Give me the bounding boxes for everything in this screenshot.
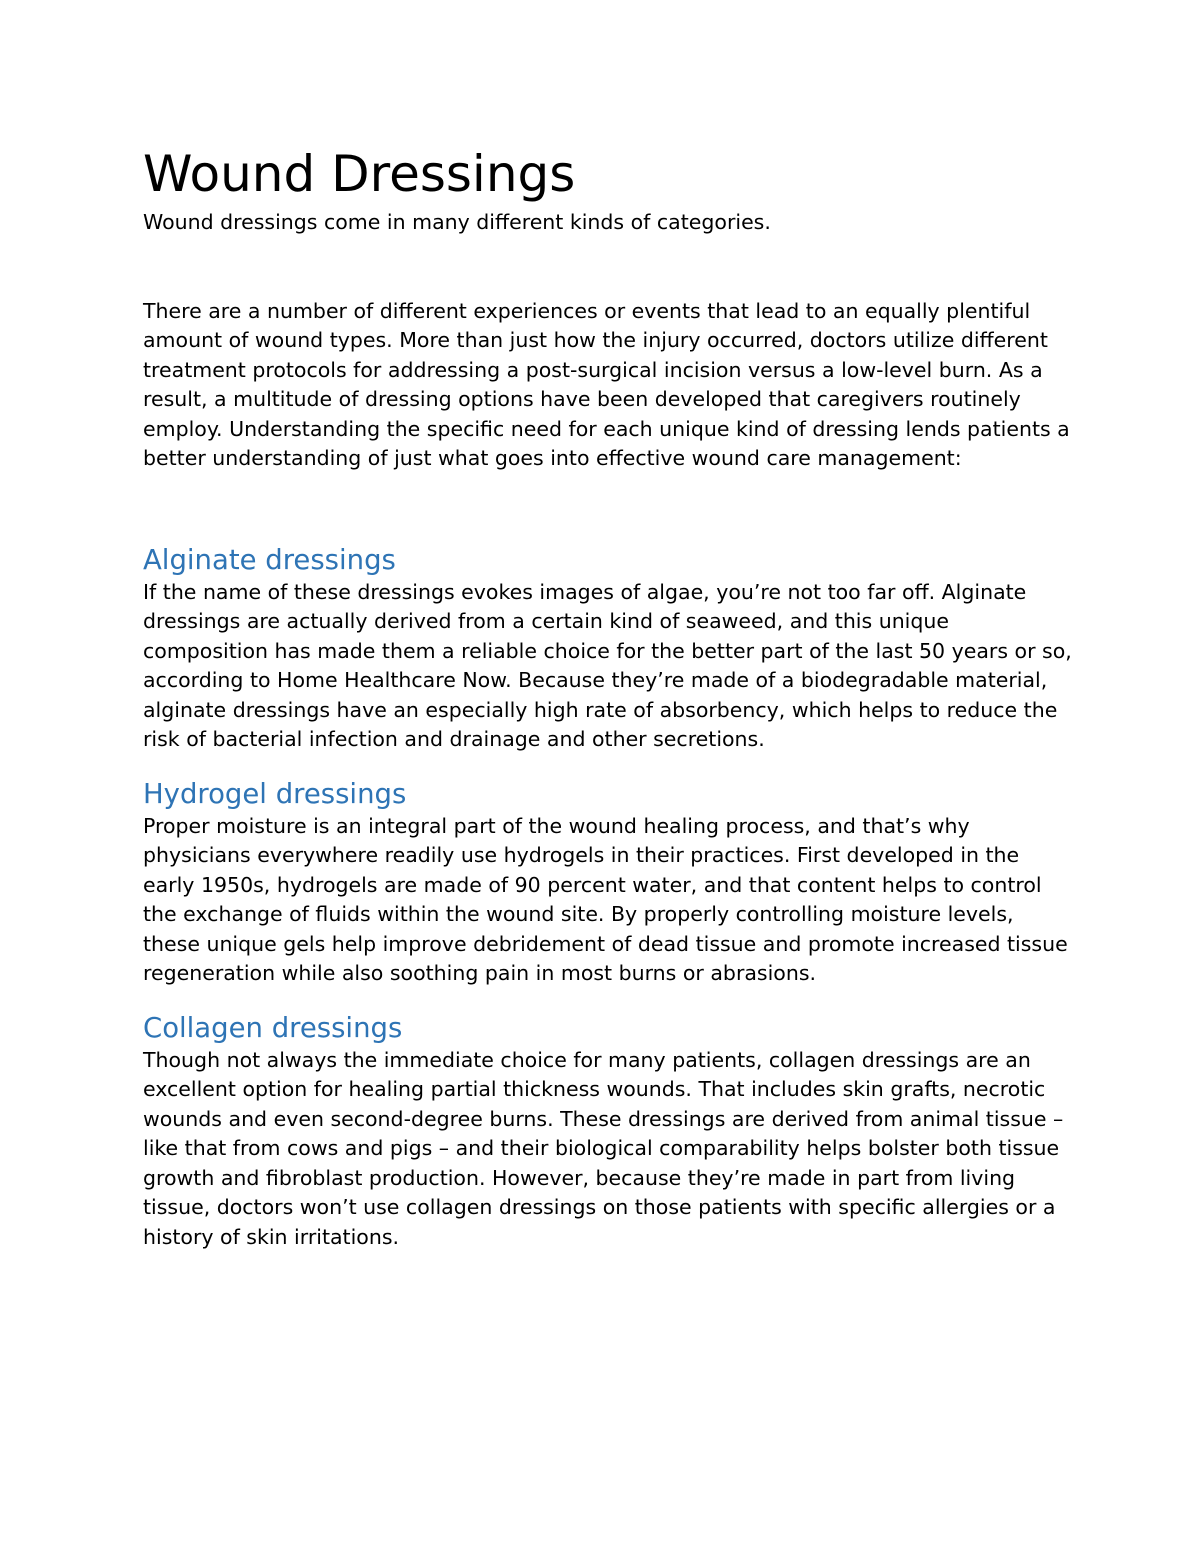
section-hydrogel <box>143 776 1073 989</box>
section-heading-hydrogel: Hydrogel dressings <box>143 777 407 810</box>
section-alginate <box>143 542 1073 755</box>
section-heading-alginate: Alginate dressings <box>143 543 396 576</box>
section-heading-collagen: Collagen dressings <box>143 1011 403 1044</box>
document-page <box>143 140 1073 1252</box>
document-title: Wound Dressings <box>143 145 576 203</box>
section-collagen <box>143 1010 1073 1253</box>
section-body-alginate: If the name of these dressings evokes images of algae, you’re not too far off. Alginate dressings are actually derived from a certain kind of seaweed, and this unique composition has made them a reliable choice for the better part of the last 50 years or so, according to Home Healthcare Now. Because they’re made of a biodegradable material, alginate dressings have an especially high rate of absorbency, which helps to reduce the risk of bacterial infection and drainage and other secretions. <box>143 579 1072 751</box>
section-body-collagen: Though not always the immediate choice for many patients, collagen dressings are an excellent option for healing partial thickness wounds. That includes skin grafts, necrotic wounds and even second-degree burns. These dressings are derived from animal tissue – like that from cows and pigs – and their biological comparability helps bolster both tissue growth and fibroblast production. However, because they’re made in part from living tissue, doctors won’t use collagen dressings on those patients with specific allergies or a history of skin irritations. <box>143 1047 1064 1249</box>
intro-paragraph: There are a number of different experiences or events that lead to an equally plentiful amount of wound types. More than just how the injury occurred, doctors utilize different treatment protocols for addressing a post-surgical incision versus a low-level burn. As a result, a multitude of dressing options have been developed that caregivers routinely employ. Understanding the specific need for each unique kind of dressing lends patients a better understanding of just what goes into effective wound care management: <box>143 298 1070 470</box>
document-subtitle: Wound dressings come in many different kinds of categories. <box>143 210 771 234</box>
section-body-hydrogel: Proper moisture is an integral part of the wound healing process, and that’s why physicians everywhere readily use hydrogels in their practices. First developed in the early 1950s, hydrogels are made of 90 percent water, and that content helps to control the exchange of fluids within the wound site. By properly controlling moisture levels, these unique gels help improve debridement of dead tissue and promote increased tissue regeneration while also soothing pain in most burns or abrasions. <box>143 813 1068 985</box>
